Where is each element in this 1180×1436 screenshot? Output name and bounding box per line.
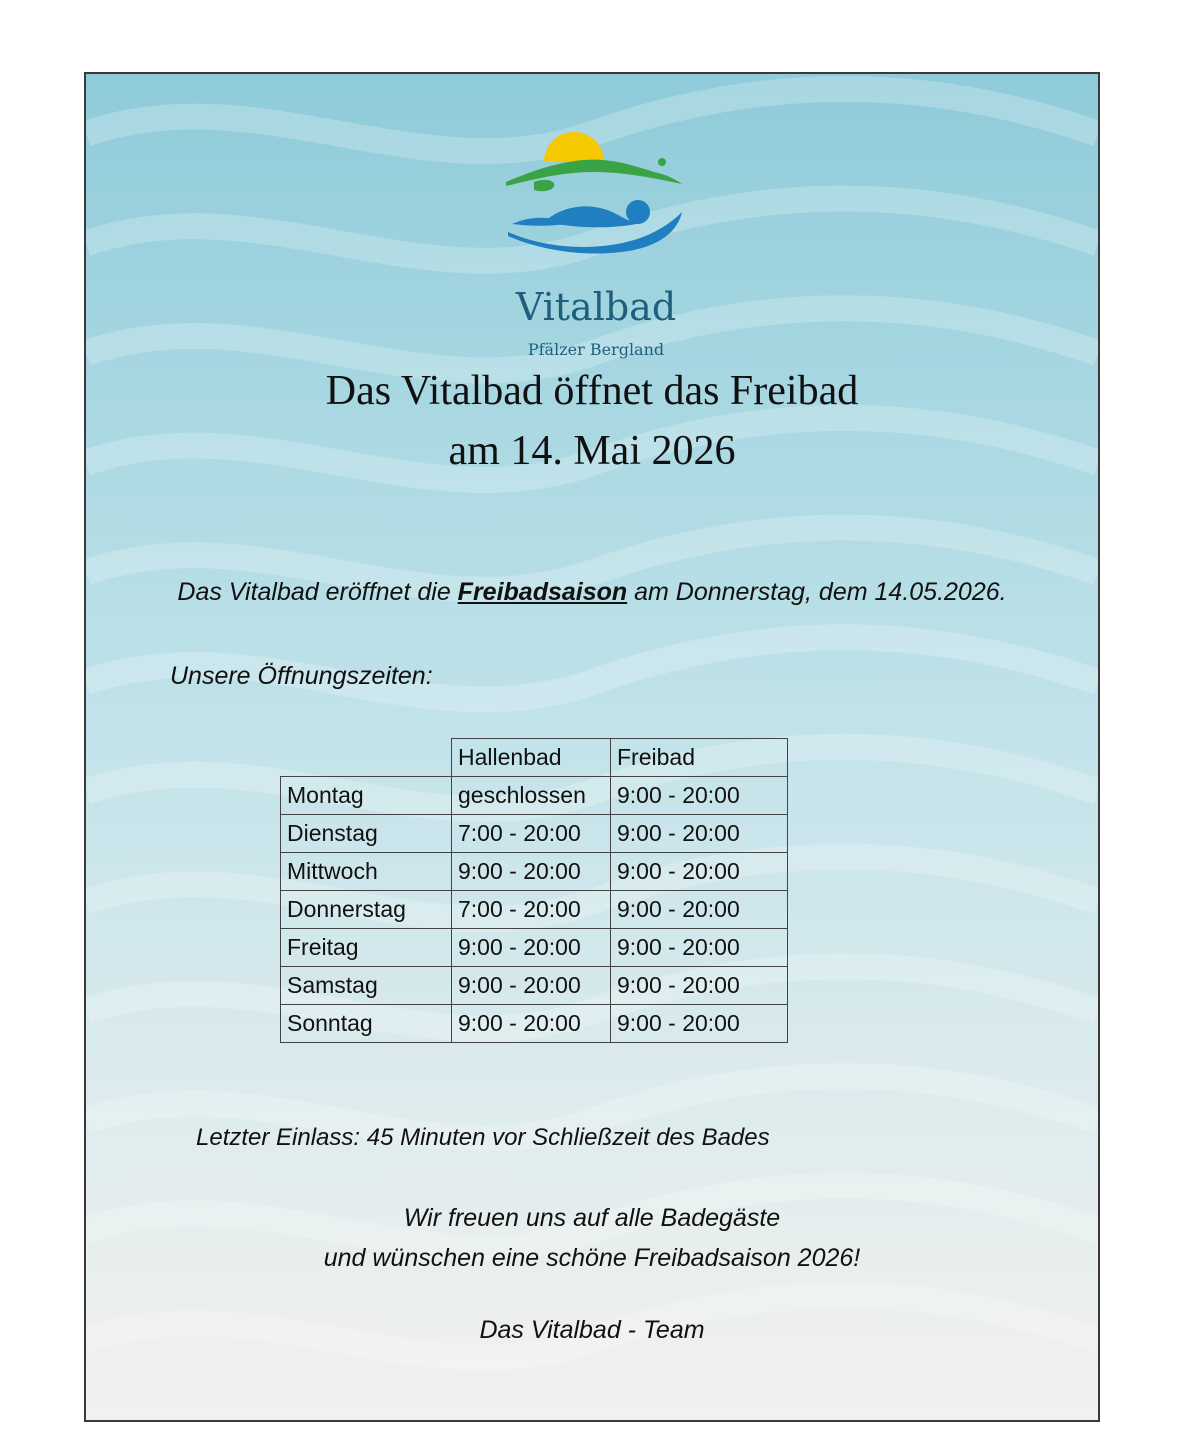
freibad-cell: 9:00 - 20:00 <box>611 1005 788 1043</box>
column-header-hallenbad: Hallenbad <box>452 739 611 777</box>
headline-line-2: am 14. Mai 2026 <box>448 428 736 474</box>
hallenbad-cell: geschlossen <box>452 777 611 815</box>
intro-after: am Donnerstag, dem 14.05.2026. <box>627 578 1007 606</box>
day-cell: Samstag <box>281 967 452 1005</box>
vitalbad-logo <box>504 112 688 366</box>
table-row <box>281 891 788 929</box>
intro-text <box>86 580 1098 605</box>
table-row <box>281 929 788 967</box>
day-cell: Donnerstag <box>281 891 452 929</box>
freibad-cell: 9:00 - 20:00 <box>611 891 788 929</box>
hours-heading: Unsere Öffnungszeiten: <box>170 662 433 690</box>
logo-subtitle: Pfälzer Bergland <box>527 340 665 359</box>
headline-line-1: Das Vitalbad öffnet das Freibad <box>325 368 859 414</box>
day-cell: Montag <box>281 777 452 815</box>
day-cell: Sonntag <box>281 1005 452 1043</box>
table-header-row <box>281 739 788 777</box>
hallenbad-cell: 9:00 - 20:00 <box>452 1005 611 1043</box>
hallenbad-cell: 9:00 - 20:00 <box>452 853 611 891</box>
table-corner <box>281 739 452 777</box>
last-entry-note: Letzter Einlass: 45 Minuten vor Schließzeit des Bades <box>196 1124 770 1151</box>
freibad-cell: 9:00 - 20:00 <box>611 777 788 815</box>
freibad-cell: 9:00 - 20:00 <box>611 815 788 853</box>
intro-highlight: Freibadsaison <box>457 578 628 606</box>
poster <box>84 72 1100 1422</box>
table-row <box>281 853 788 891</box>
table-row <box>281 777 788 815</box>
logo-name: Vitalbad <box>515 285 677 329</box>
hallenbad-cell: 7:00 - 20:00 <box>452 891 611 929</box>
opening-hours-table <box>280 738 788 1043</box>
signature: Das Vitalbad - Team <box>479 1316 705 1344</box>
table-row <box>281 967 788 1005</box>
hallenbad-cell: 9:00 - 20:00 <box>452 929 611 967</box>
freibad-cell: 9:00 - 20:00 <box>611 853 788 891</box>
table-row <box>281 815 788 853</box>
column-header-freibad: Freibad <box>611 739 788 777</box>
hallenbad-cell: 9:00 - 20:00 <box>452 967 611 1005</box>
closing-line-1: Wir freuen uns auf alle Badegäste <box>403 1204 781 1232</box>
intro-before: Das Vitalbad eröffnet die <box>177 578 458 606</box>
freibad-cell: 9:00 - 20:00 <box>611 967 788 1005</box>
logo-emblem-icon <box>504 112 688 282</box>
closing-line-2: und wünschen eine schöne Freibadsaison 2026! <box>323 1244 861 1272</box>
day-cell: Dienstag <box>281 815 452 853</box>
hallenbad-cell: 7:00 - 20:00 <box>452 815 611 853</box>
table-row <box>281 1005 788 1043</box>
freibad-cell: 9:00 - 20:00 <box>611 929 788 967</box>
day-cell: Mittwoch <box>281 853 452 891</box>
day-cell: Freitag <box>281 929 452 967</box>
